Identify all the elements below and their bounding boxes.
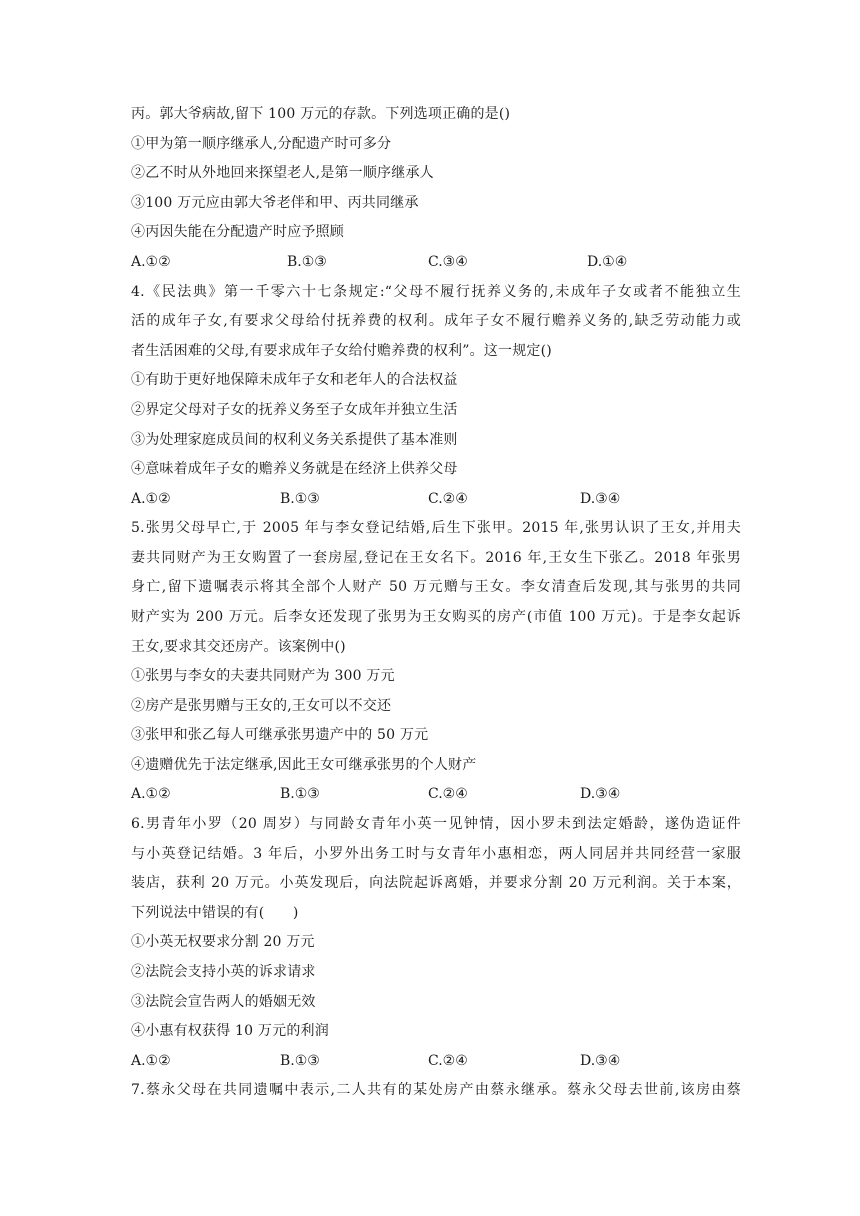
q3-options <box>131 252 741 272</box>
q5-options <box>131 784 741 804</box>
q5-stem-line-4: 财产实为 200 万元。后李女还发现了张男为王女购买的房产(市值 100 万元)。于是李女起诉 <box>131 609 741 625</box>
q4-stem-line-2: 活的成年子女,有要求父母给付抚养费的权利。成年子女不履行赡养义务的,缺乏劳动能力或 <box>131 313 741 329</box>
q6-item-3: ③法院会宣告两人的婚姻无效 <box>131 994 316 1010</box>
q6-option-d: D.③④ <box>580 1053 621 1069</box>
q5-stem-line-2: 妻共同财产为王女购置了一套房屋,登记在王女名下。2016 年,王女生下张乙。2018 年张男 <box>131 550 741 566</box>
q6-option-a: A.①② <box>131 1053 171 1069</box>
q6-stem-line-2: 与小英登记结婚。3 年后，小罗外出务工时与女青年小惠相恋，两人同居并共同经营一家服 <box>131 846 741 862</box>
q5-item-3: ③张甲和张乙每人可继承张男遗产中的 50 万元 <box>131 727 429 743</box>
q6-item-2: ②法院会支持小英的诉求请求 <box>131 964 316 980</box>
q6-option-b: B.①③ <box>280 1053 320 1069</box>
q5-item-1: ①张男与李女的夫妻共同财产为 300 万元 <box>131 668 395 684</box>
q4-stem-line-1: 4.《民法典》第一千零六十七条规定:“父母不履行抚养义务的,未成年子女或者不能独立生 <box>131 284 741 300</box>
q3-option-a: A.①② <box>131 254 171 270</box>
q4-option-a: A.①② <box>131 491 171 507</box>
q4-item-4: ④意味着成年子女的赡养义务就是在经济上供养父母 <box>131 461 458 477</box>
q6-stem-line-4: 下列说法中错误的有( ) <box>131 905 299 921</box>
q4-stem-line-3: 者生活困难的父母,有要求成年子女给付赡养费的权利”。这一规定() <box>131 343 552 359</box>
q3-option-b: B.①③ <box>287 254 327 270</box>
q3-item-2: ②乙不时从外地回来探望老人,是第一顺序继承人 <box>131 165 434 181</box>
q6-options <box>131 1051 741 1071</box>
q4-option-d: D.③④ <box>580 491 621 507</box>
q6-item-1: ①小英无权要求分割 20 万元 <box>131 934 315 950</box>
q5-item-4: ④遗赠优先于法定继承,因此王女可继承张男的个人财产 <box>131 757 477 773</box>
q3-stem-tail: 丙。郭大爷病故,留下 100 万元的存款。下列选项正确的是() <box>131 106 511 122</box>
q6-stem-line-3: 装店，获利 20 万元。小英发现后，向法院起诉离婚，并要求分割 20 万元利润。关于本案， <box>131 875 741 891</box>
q7-stem-line-1: 7.蔡永父母在共同遗嘱中表示,二人共有的某处房产由蔡永继承。蔡永父母去世前,该房由蔡 <box>131 1082 741 1098</box>
q5-stem-line-5: 王女,要求其交还房产。该案例中() <box>131 639 346 655</box>
q4-item-1: ①有助于更好地保障未成年子女和老年人的合法权益 <box>131 372 458 388</box>
q5-option-d: D.③④ <box>580 786 621 802</box>
q5-option-b: B.①③ <box>280 786 320 802</box>
q6-stem-line-1: 6.男青年小罗（20 周岁）与同龄女青年小英一见钟情，因小罗未到法定婚龄，遂伪造证件 <box>131 816 741 832</box>
q6-item-4: ④小惠有权获得 10 万元的利润 <box>131 1023 329 1039</box>
q3-option-c: C.③④ <box>428 254 468 270</box>
q3-item-3: ③100 万元应由郭大爷老伴和甲、丙共同继承 <box>131 195 419 211</box>
q3-option-d: D.①④ <box>587 254 628 270</box>
q3-item-1: ①甲为第一顺序继承人,分配遗产时可多分 <box>131 136 392 152</box>
q4-item-3: ③为处理家庭成员间的权利义务关系提供了基本准则 <box>131 432 458 448</box>
q4-option-b: B.①③ <box>280 491 320 507</box>
q3-item-4: ④丙因失能在分配遗产时应予照顾 <box>131 224 344 240</box>
q6-option-c: C.②④ <box>428 1053 468 1069</box>
q5-option-c: C.②④ <box>428 786 468 802</box>
q5-stem-line-3: 身亡,留下遗嘱表示将其全部个人财产 50 万元赠与王女。李女清查后发现,其与张男的共同 <box>131 579 741 595</box>
q5-item-2: ②房产是张男赠与王女的,王女可以不交还 <box>131 698 392 714</box>
q4-option-c: C.②④ <box>428 491 468 507</box>
q5-stem-line-1: 5.张男父母早亡,于 2005 年与李女登记结婚,后生下张甲。2015 年,张男认识了王女,并用夫 <box>131 520 741 536</box>
q4-options <box>131 489 741 509</box>
q4-item-2: ②界定父母对子女的抚养义务至子女成年并独立生活 <box>131 402 458 418</box>
q5-option-a: A.①② <box>131 786 171 802</box>
